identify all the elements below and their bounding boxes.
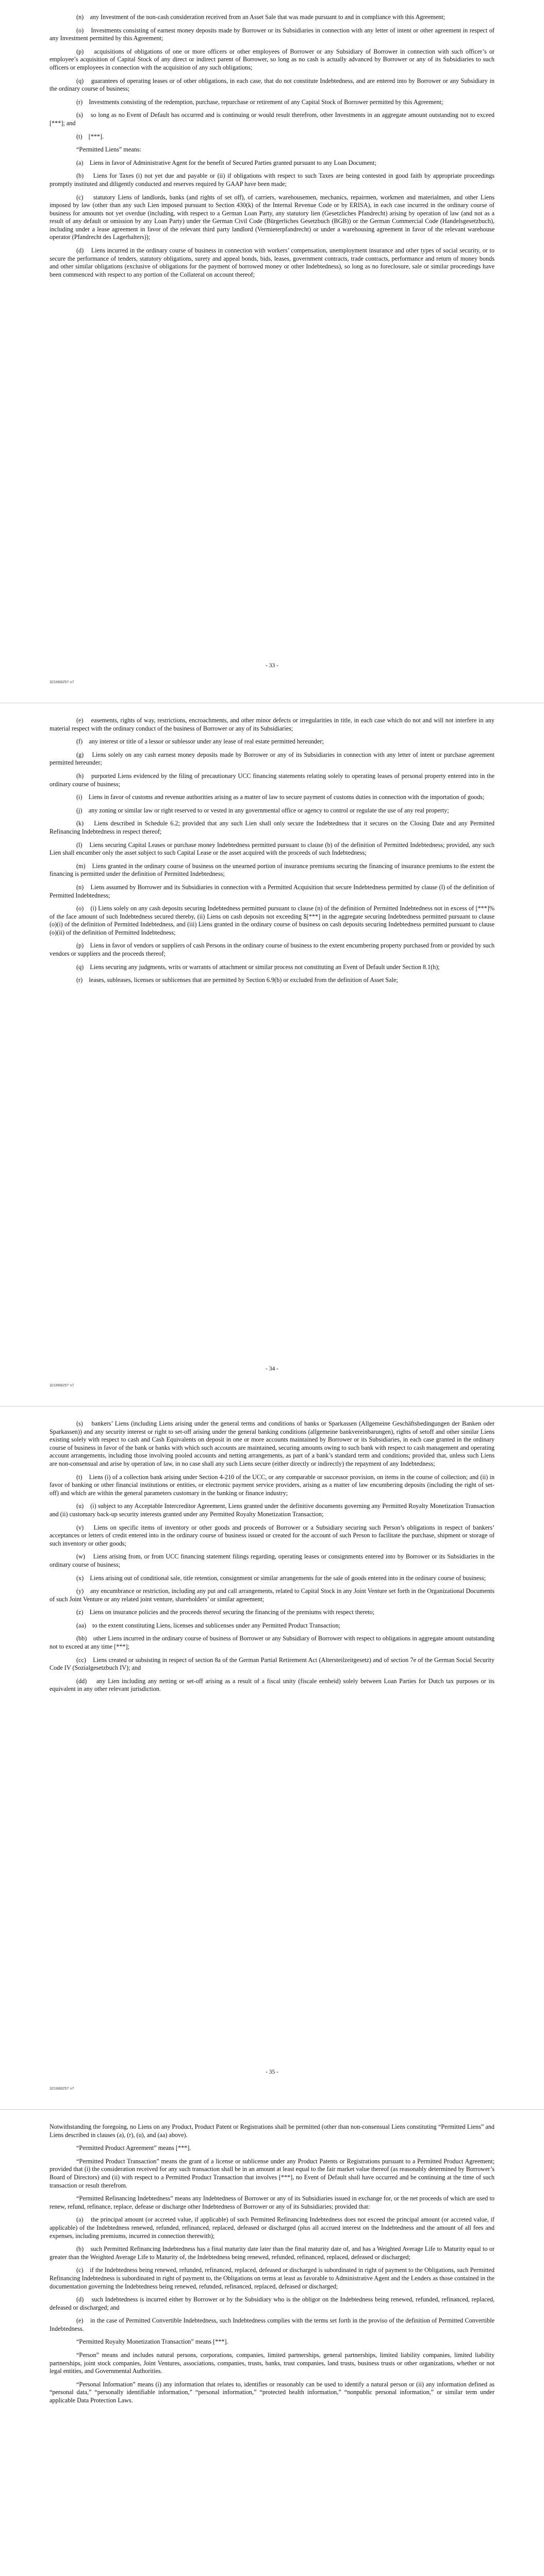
paragraph: (f) any interest or title of a lessor or sublessor under any lease of real estate permitted hereunder; [76,738,324,745]
document-page [0,2110,544,2576]
paragraph: (a) the principal amount (or accreted value, if applicable) of such Permitted Refinancing Indebtedness does not exceed the principal amount (or accreted value, if applicable) of the Indebtedness renewed, refunded, refinanced, replaced, defeased or discharged (plus all accrued interest on the Indebtedness and the amount of all fees and expenses, including premiums, incurred in connection therewith); [50,2216,494,2240]
paragraph: (cc) Liens created or subsisting in respect of section 8a of the German Partial Retirement Act (Altersteilzeitgesetz) and of section 7e of the German Social Security Code IV (Sozialgesetzbuch IV); and [50,1656,494,1672]
paragraph: “Person” means and includes natural persons, corporations, companies, limited partnerships, general partnerships, limited liability companies, limited liability partnerships, joint stock companies, Joint Ventures, associations, companies, trusts, banks, trust companies, land trusts, business trusts or other organizations, whether or not legal entities, and Governmental Authorities. [50,2351,494,2375]
document-page [0,1406,544,2110]
paragraph: (z) Liens on insurance policies and the proceeds thereof securing the financing of the premiums with respect thereto; [76,1608,375,1616]
paragraph: (b) Liens for Taxes (i) not yet due and payable or (ii) if obligations with respect to such Taxes are being contested in good faith by appropriate proceedings promptly instituted and diligently conducted and reserves required by GAAP have been made; [50,172,494,188]
paragraph: (bb) other Liens incurred in the ordinary course of business of Borrower or any Subsidiary of Borrower with respect to obligations in aggregate amount outstanding not to exceed at any time [***]; [50,1635,494,1651]
paragraph: (y) any encumbrance or restriction, including any put and call arrangements, related to Capital Stock in any Joint Venture set forth in the Organizational Documents of such Joint Venture or any related joint venture, shareholders’ or similar agreement; [50,1587,494,1603]
paragraph: (c) if the Indebtedness being renewed, refunded, refinanced, replaced, defeased or discharged is subordinated in right of payment to the Obligations, such Permitted Refinancing Indebtedness is subordinated in right of payment to, the Obligations on terms at least as favorable to Administrative Agent and the Lenders as those contained in the documentation governing the Indebtedness being renewed, refunded, refinanced, replaced, defeased or discharged; [50,2266,494,2290]
paragraph: “Permitted Product Transaction” means the grant of a license or sublicense under any Product Patents or Registrations pursuant to a Permitted Product Agreement; provided that (i) the consideration received for any such transaction shall be in an amount at least equal to the fair market value thereof (as reasonably determined by Borrower’s Board of Directors) and (ii) with respect to a Permitted Product Transaction that involves [***], no Event of Default shall have occurred and be continuing at the time of such transaction or result therefrom. [50,2157,494,2189]
paragraph: (h) purported Liens evidenced by the filing of precautionary UCC financing statements relating solely to operating leases of personal property entered into in the ordinary course of business; [50,772,494,788]
paragraph: (o) (i) Liens solely on any cash deposits securing Indebtedness permitted pursuant to clause (n) of the definition of Permitted Indebtedness not in excess of [***]% of the face amount of such Indebtedness secured thereby, (ii) Liens on cash deposits not exceeding $[***] in the aggregate securing Indebtedness permitted pursuant to clause (o)(i) of the definition of Permitted Indebtedness, and (iii) Liens granted in the ordinary course of business on cash deposits securing Indebtedness permitted pursuant to clause (o)(ii) of the definition of Permitted Indebtedness; [50,905,494,936]
paragraph: (e) easements, rights of way, restrictions, encroachments, and other minor defects or irregularities in title, in each case which do not and will not interfere in any material respect with the ordinary conduct of the business of Borrower or any of its Subsidiaries; [50,717,494,732]
document-page [0,0,544,703]
paragraph: (e) in the case of Permitted Convertible Indebtedness, such Indebtedness complies with the terms set forth in the proviso of the definition of Permitted Convertible Indebtedness. [50,2317,494,2332]
paragraph: (u) (i) subject to any Acceptable Intercreditor Agreement, Liens granted under the definitive documents governing any Permitted Royalty Monetization Transaction and (ii) customary back-up security interests granted under any Permitted Royalty Monetization Transaction; [50,1502,494,1518]
paragraph: (r) leases, subleases, licenses or sublicenses that are permitted by Section 6.9(b) or excluded from the definition of Asset Sale; [76,976,398,984]
document-id-footer: 321668257 v7 [50,1383,74,1387]
paragraph: “Permitted Product Agreement” means [***]. [76,2144,191,2152]
paragraph: (p) Liens in favor of vendors or suppliers of cash Persons in the ordinary course of business to the extent encumbering property purchased from or provided by such vendors or suppliers and the proceeds thereof; [50,942,494,958]
paragraph: (q) Liens securing any judgments, writs or warrants of attachment or similar process not constituting an Event of Default under Section 8.1(h); [76,963,440,971]
paragraph: (q) guarantees of operating leases or of other obligations, in each case, that do not constitute Indebtedness, and are entered into by Borrower or any Subsidiary in the ordinary course of business; [50,77,494,93]
document-id-footer: 321668257 v7 [50,680,74,684]
page-number: - 35 - [266,2069,278,2075]
paragraph: (t) Liens (i) of a collection bank arising under Section 4-210 of the UCC, or any comparable or successor provision, on items in the course of collection; and (ii) in favor of banking or other financial institutions or entities, or electronic payment service providers, arising as a matter of law encumbering deposits (including the right of set-off) and which are within the general parameters customary in the banking or finance industry; [50,1473,494,1497]
paragraph: “Permitted Royalty Monetization Transaction” means [***]. [76,2338,228,2346]
document-id-footer: 321668257 v7 [50,2086,74,2091]
paragraph: Notwithstanding the foregoing, no Liens on any Product, Product Patent or Registrations shall be permitted (other than non-consensual Liens constituting “Permitted Liens” and Liens described in clauses (a), (r), (u), and (aa) above). [50,2123,494,2139]
paragraph: “Permitted Refinancing Indebtedness” means any Indebtedness of Borrower or any of its Subsidiaries issued in exchange for, or the net proceeds of which are used to renew, refund, refinance, replace, defease or discharge other Indebtedness of Borrower or any of its Subsidiaries; provided that: [50,2195,494,2210]
paragraph: (d) Liens incurred in the ordinary course of business in connection with workers’ compensation, unemployment insurance and other types of social security, or to secure the performance of tenders, statutory obligations, surety and appeal bonds, bids, leases, government contracts, trade contracts, performance and return of money bonds and other similar obligations (exclusive of obligations for the payment of borrowed money or other Indebtedness), so long as no foreclosure, sale or similar proceedings have been commenced with respect to any portion of the Collateral on account thereof; [50,247,494,278]
paragraph: (t) [***]. [76,132,104,140]
paragraph: (w) Liens arising from, or from UCC financing statement filings regarding, operating leases or consignments entered into by Borrower or its Subsidiaries in the ordinary course of business; [50,1553,494,1568]
paragraph: (d) such Indebtedness is incurred either by Borrower or by the Subsidiary who is the obligor on the Indebtedness being renewed, refunded, refinanced, replaced, defeased or discharged; and [50,2296,494,2311]
paragraph: (v) Liens on specific items of inventory or other goods and proceeds of Borrower or a Subsidiary securing such Person’s obligations in respect of bankers’ acceptances or letters of credit entered into in the ordinary course of business issued or created for the account of such Person to facilitate the purchase, shipment or storage of such inventory or other goods; [50,1523,494,1547]
paragraph: (a) Liens in favor of Administrative Agent for the benefit of Secured Parties granted pursuant to any Loan Document; [76,159,376,166]
paragraph: (x) Liens arising out of conditional sale, title retention, consignment or similar arrangements for the sale of goods entered into in the ordinary course of business; [76,1574,486,1582]
paragraph: (s) bankers’ Liens (including Liens arising under the general terms and conditions of banks or Sparkassen (Allgemeine Geschäftsbedingungen der Banken oder Sparkassen)) and any security interest or right to set-off arising under the general banking conditions (allgemeine bankvereinbarungen), rights of setoff and other similar Liens existing solely with respect to cash and Cash Equivalents on deposit in one or more accounts maintained by Borrower or its Subsidiaries, in each case granted in the ordinary course of business in favor of the bank or banks with which such accounts are maintained, securing amounts owing to such bank with respect to cash management and operating account arrangements, including those involving pooled accounts and netting arrangements, as part of a bank’s standard term and conditions; provided that, unless such Liens are non-consensual and arise by operation of law, in no case shall any such Liens secure (either directly or indirectly) the repayment of any Indebtedness; [50,1420,494,1467]
paragraph: “Personal Information” means (i) any information that relates to, identifies or reasonably can be used to identify a natural person or (ii) any information defined as “personal data,” “personally identifiable information,” “personal information,” “protected health information,” “nonpublic personal information,” or similar term under applicable Data Protection Laws. [50,2380,494,2404]
paragraph: “Permitted Liens” means: [76,146,141,154]
paragraph: (n) Liens assumed by Borrower and its Subsidiaries in connection with a Permitted Acquisition that secure Indebtedness permitted by clause (l) of the definition of Permitted Indebtedness; [50,883,494,899]
paragraph: (n) any Investment of the non-cash consideration received from an Asset Sale that was made pursuant to and in compliance with this Agreement; [76,13,446,21]
paragraph: (c) statutory Liens of landlords, banks (and rights of set off), of carriers, warehousemen, mechanics, repairmen, workmen and materialmen, and other Liens imposed by law (other than any such Lien imposed pursuant to Section 430(k) of the Internal Revenue Code or by ERISA), in each case incurred in the ordinary course of business for amounts not yet overdue (including, with respect to a German Loan Party, any statutory lien (Gesetzliches Pfandrecht) arising by operation of law (and not as a result of any default or omission by any Loan Party) under the German Civil Code (Bürgerliches Gesetzbuch (BGB)) or the German Commercial Code (Handelsgesetzbuch), including under a lease agreement in favor of the relevant third party landlord (Vermieterpfandrecht) or under a warehousing agreement in favor of the relevant warehouse operator (Pfandrecht des Lagerhalters)); [50,193,494,241]
paragraph: (k) Liens described in Schedule 6.2; provided that any such Lien shall only secure the Indebtedness that it secures on the Closing Date and any Permitted Refinancing Indebtedness in respect thereof; [50,820,494,835]
paragraph: (p) acquisitions of obligations of one or more officers or other employees of Borrower or any Subsidiary of Borrower in connection with such officer’s or employee’s acquisition of Capital Stock of any direct or indirect parent of Borrower, so long as no cash is actually advanced by Borrower or any of its Subsidiaries to such officers or employees in connection with the acquisition of any such obligations; [50,47,494,71]
paragraph: (o) Investments consisting of earnest money deposits made by Borrower or its Subsidiaries in connection with any letter of intent or other agreement in respect of any Investment permitted by this Agreement; [50,26,494,42]
paragraph: (s) so long as no Event of Default has occurred and is continuing or would result therefrom, other Investments in an aggregate amount outstanding not to exceed [***]; and [50,111,494,127]
paragraph: (b) such Permitted Refinancing Indebtedness has a final maturity date later than the final maturity date of, and has a Weighted Average Life to Maturity equal to or greater than the Weighted Average Life to Maturity of, the Indebtedness being renewed, refunded, refinanced, replaced, defeased or discharged; [50,2245,494,2261]
page-number: - 34 - [266,1366,278,1372]
paragraph: (j) any zoning or similar law or right reserved to or vested in any governmental office or agency to control or regulate the use of any real property; [76,806,449,814]
paragraph: (g) Liens solely on any cash earnest money deposits made by Borrower or any of its Subsidiaries in connection with any letter of intent or purchase agreement permitted hereunder; [50,751,494,767]
page-number: - 33 - [266,663,278,669]
paragraph: (dd) any Lien including any netting or set-off arising as a result of a fiscal unity (fiscale eenheid) solely between Loan Parties for Dutch tax purposes or its equivalent in any other relevant jurisdiction. [50,1677,494,1693]
paragraph: (l) Liens securing Capital Leases or purchase money Indebtedness permitted pursuant to clause (b) of the definition of Permitted Indebtedness; provided, any such Lien shall encumber only the asset subject to such Capital Lease or the asset acquired with the proceeds of such Indebtedness; [50,841,494,857]
paragraph: (r) Investments consisting of the redemption, purchase, repurchase or retirement of any Capital Stock of Borrower permitted by this Agreement; [76,98,443,106]
document-page [0,703,544,1406]
paragraph: (m) Liens granted in the ordinary course of business on the unearned portion of insurance premiums securing the financing of insurance premiums to the extent the financing is permitted under the definition of Permitted Indebtedness; [50,862,494,878]
paragraph: (i) Liens in favor of customs and revenue authorities arising as a matter of law to secure payment of customs duties in connection with the importation of goods; [76,793,485,801]
paragraph: (aa) to the extent constituting Liens, licenses and sublicenses under any Permitted Product Transaction; [76,1621,341,1629]
